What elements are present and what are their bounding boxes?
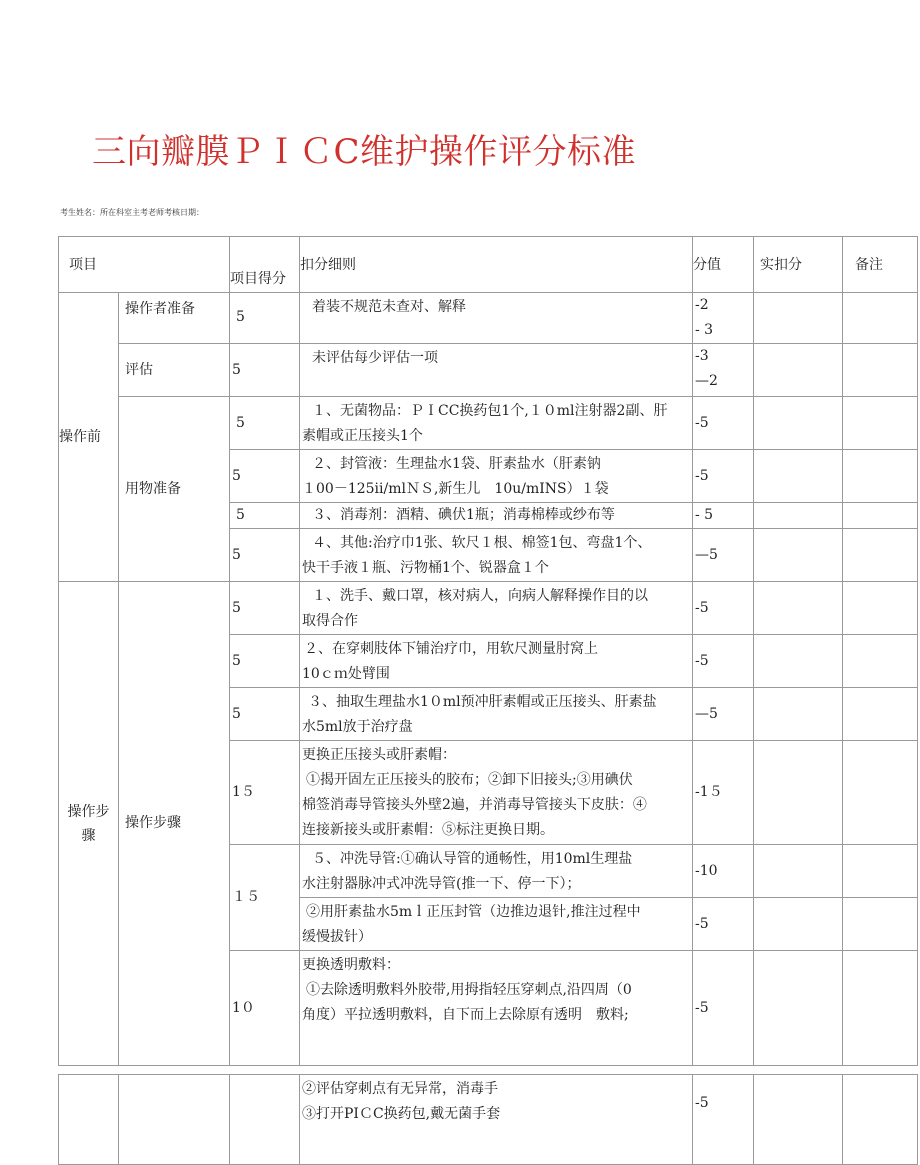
detail-line: 角度）平拉透明敷料，自下而上去除原有透明 敷料; [302,1007,629,1023]
score-cell [693,898,754,951]
score-line: —2 [695,373,718,389]
detail-line: 10ｃｍ处臂围 [302,666,390,682]
detail-line: 取得合作 [302,613,358,629]
score-line: -5 [695,652,709,669]
detail-line: １、无菌物品：ＰＩCC换药包1个,１０ml注射器2副、肝 [312,403,668,419]
detail-line: １00－125ii/mlＮＳ,新生儿 10u/mINS）１袋 [302,481,609,497]
subsection-cell [119,1075,230,1165]
item-score: 5 [230,450,300,503]
detail-cell [300,293,693,344]
subsection-assess: 评估 [119,344,230,397]
detail-line: 水5ml放于治疗盘 [302,719,413,735]
table-row [59,582,918,635]
actual-deduction-cell[interactable] [754,845,843,898]
score-cell [693,688,754,741]
actual-deduction-cell[interactable] [754,529,843,582]
table-row [59,1075,918,1165]
remark-cell[interactable] [843,503,918,529]
score-cell [693,1075,754,1165]
header-remark: 备注 [843,237,918,293]
remark-cell[interactable] [843,1075,918,1165]
score-line: —5 [695,705,718,722]
examinee-info-line: 考生姓名：所在科室主考老师考核日期： [60,208,204,217]
remark-cell[interactable] [843,845,918,898]
detail-cell [300,898,693,951]
detail-line: ３、抽取生理盐水1０ml预冲肝素帽或正压接头、肝素盐 [308,694,657,710]
detail-line: ①揭开固左正压接头的胶布；②卸下旧接头;③用碘伏 [306,772,633,788]
detail-line: ③打开PIＣC换药包,戴无菌手套 [302,1106,501,1122]
score-line: -5 [695,1095,709,1111]
detail-line: 素帽或正压接头1个 [302,428,423,444]
score-cell [693,450,754,503]
detail-cell [300,1075,693,1165]
detail-line: ２、封管液：生理盐水1袋、肝素盐水（肝素钠 [312,456,601,472]
score-cell [693,529,754,582]
detail-line: 着装不规范未查对、解释 [312,299,466,315]
actual-deduction-cell[interactable] [754,293,843,344]
detail-heading: 更换正压接头或肝素帽： [302,747,456,763]
detail-line: ２、在穿刺肢体下铺治疗巾，用软尺测量肘窝上 [304,641,598,657]
score-cell [693,951,754,1066]
detail-cell [300,344,693,397]
detail-line: 未评估每少评估一项 [312,350,438,366]
actual-deduction-cell[interactable] [754,688,843,741]
detail-cell [300,529,693,582]
header-actual: 实扣分 [754,237,843,293]
header-item-score: 项目得分 [230,237,300,293]
detail-cell [300,688,693,741]
item-score [230,1075,300,1165]
detail-line: ４、其他:治疗巾1张、软尺１根、棉签1包、弯盘1个、 [312,535,652,551]
score-cell [693,344,754,397]
section-before: 操作前 [59,293,119,582]
subsection-steps: 操作步骤 [119,582,230,1066]
score-cell [693,397,754,450]
detail-line: ②用肝素盐水5mｌ正压封管（边推边退针,推注过程中 [306,904,641,920]
score-line: -5 [695,999,709,1016]
actual-deduction-cell[interactable] [754,503,843,529]
actual-deduction-cell[interactable] [754,344,843,397]
actual-deduction-cell[interactable] [754,397,843,450]
detail-line: 快干手液１瓶、污物桶1个、锐器盒１个 [302,560,549,576]
score-cell [693,582,754,635]
remark-cell[interactable] [843,741,918,845]
detail-cell [300,951,693,1066]
score-cell [693,293,754,344]
detail-cell [300,635,693,688]
remark-cell[interactable] [843,293,918,344]
score-line: -3 [695,348,709,364]
actual-deduction-cell[interactable] [754,741,843,845]
detail-cell [300,450,693,503]
score-line: -5 [695,915,709,932]
remark-cell[interactable] [843,635,918,688]
detail-cell [300,397,693,450]
score-line: -1５ [695,784,723,800]
section-steps: 操作步 骤 [59,582,119,1066]
detail-line: ①去除透明敷料外胶带,用拇指轻压穿刺点,沿四周（0 [306,982,632,998]
actual-deduction-cell[interactable] [754,582,843,635]
item-score: 1５ [230,741,300,845]
section-cell [59,1075,119,1165]
score-cell [693,845,754,898]
item-score: １５ [230,845,300,951]
actual-deduction-cell[interactable] [754,1075,843,1165]
remark-cell[interactable] [843,951,918,1066]
header-detail: 扣分细则 [300,237,693,293]
score-line: -10 [695,862,718,879]
actual-deduction-cell[interactable] [754,635,843,688]
actual-deduction-cell[interactable] [754,898,843,951]
score-line: —5 [695,546,718,563]
scoring-table [58,236,918,1066]
header-row [59,237,918,293]
table-row [59,397,918,450]
subsection-operator-prep: 操作者准备 [119,293,230,344]
score-line: -2 [695,297,709,313]
remark-cell[interactable] [843,450,918,503]
remark-cell[interactable] [843,688,918,741]
remark-cell[interactable] [843,582,918,635]
detail-cell [300,845,693,898]
detail-line: 水注射器脉冲式冲洗导管(推一下、停一下）； [302,876,581,892]
remark-cell[interactable] [843,898,918,951]
scoring-table-continued [58,1074,918,1165]
item-score: 1０ [230,951,300,1066]
subsection-supplies: 用物准备 [119,397,230,582]
actual-deduction-cell[interactable] [754,951,843,1066]
detail-line: ３、消毒剂：酒精、碘伏1瓶；消毒棉棒或纱布等 [312,507,615,523]
item-score: 5 [230,582,300,635]
item-score: 5 [230,529,300,582]
item-score: 5 [230,293,300,344]
detail-cell [300,503,693,529]
detail-line: 连接新接头或肝素帽：⑤标注更换日期。 [302,822,554,838]
item-score: 5 [230,344,300,397]
score-cell [693,741,754,845]
header-item: 项目 [59,237,230,293]
item-score: 5 [230,503,300,529]
detail-line: １、洗手、戴口罩，核对病人，向病人解释操作目的以 [312,588,648,604]
detail-heading: 更换透明敷料： [302,957,400,973]
score-cell [693,503,754,529]
remark-cell[interactable] [843,344,918,397]
remark-cell[interactable] [843,397,918,450]
table-row [59,344,918,397]
item-score: 5 [230,397,300,450]
detail-line: ②评估穿刺点有无异常，消毒手 [302,1081,498,1097]
page-title: 三向瓣膜ＰＩＣC维护操作评分标准 [92,132,637,172]
score-line: - 3 [695,322,714,338]
header-score: 分值 [693,237,754,293]
detail-line: 棉签消毒导管接头外壁2遍，并消毒导管接头下皮肤：④ [302,797,647,813]
score-line: -5 [695,599,709,616]
item-score: 5 [230,635,300,688]
score-line: - 5 [695,507,714,523]
score-cell [693,635,754,688]
detail-cell [300,582,693,635]
detail-line: ５、冲洗导管:①确认导管的通畅性，用10ml生理盐 [312,851,633,867]
item-score: 5 [230,688,300,741]
score-line: -5 [695,414,709,431]
detail-line: 缓慢拔针） [302,929,372,945]
actual-deduction-cell[interactable] [754,450,843,503]
score-line: -5 [695,467,709,484]
remark-cell[interactable] [843,529,918,582]
detail-cell [300,741,693,845]
table-row [59,293,918,344]
